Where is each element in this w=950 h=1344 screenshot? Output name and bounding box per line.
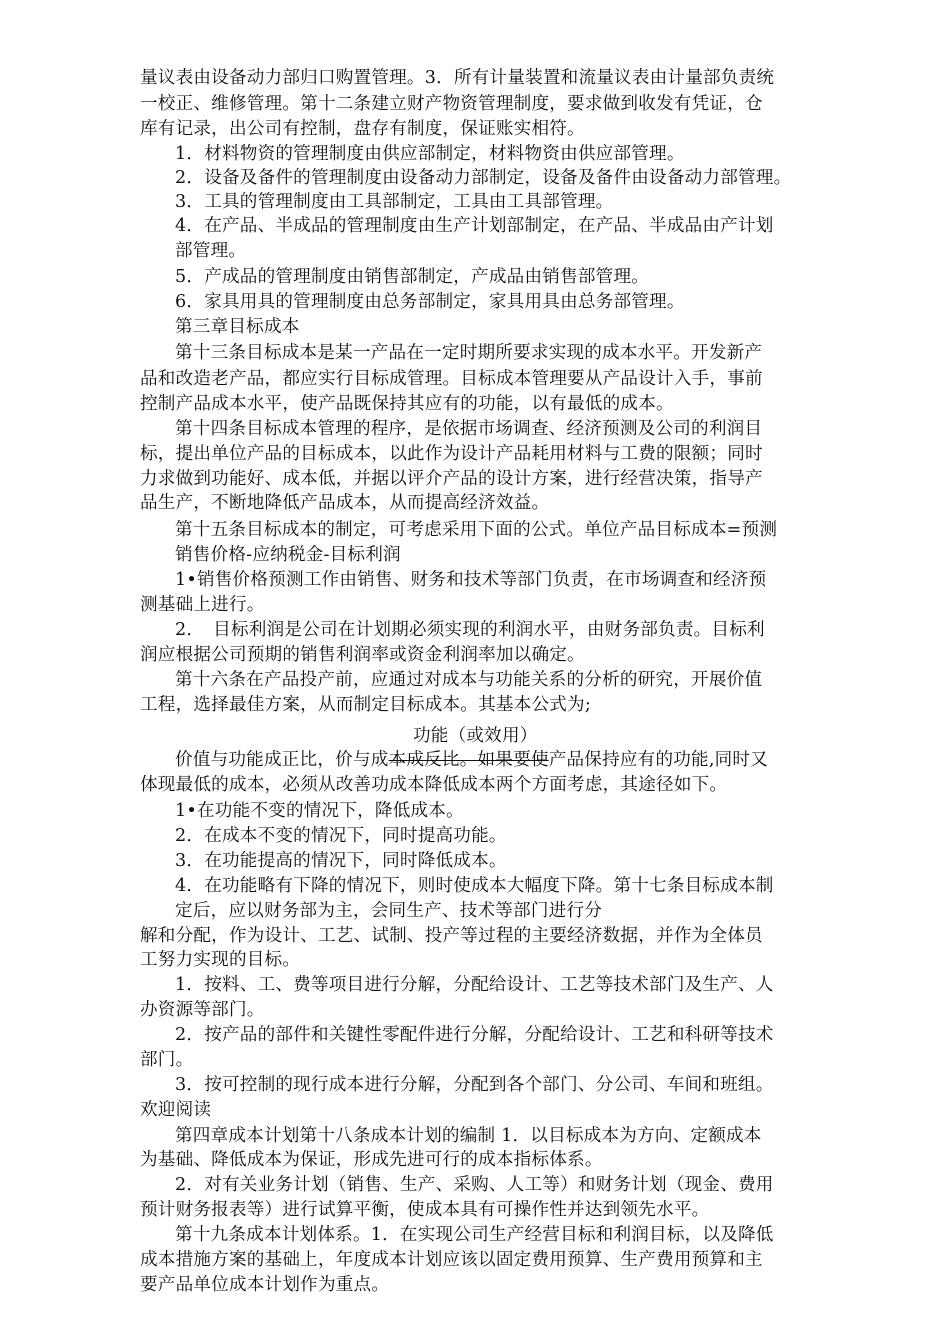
list-item: 1•在功能不变的情况下，降低成本。 — [175, 801, 464, 821]
text-line: 工努力实现的目标。 — [140, 950, 301, 970]
list-item: 5．产成品的管理制度由销售部制定，产成品由销售部管理。 — [175, 267, 650, 287]
text-line: 第十四条目标成本管理的程序，是依据市场调查、经济预测及公司的利润目 — [175, 419, 763, 439]
text-line: 力求做到功能好、成本低，并据以评介产品的设计方案，进行经营决策，指导产 — [140, 469, 763, 489]
list-item: 4．在产品、半成品的管理制度由生产计划部制定，在产品、半成品由产计划 — [175, 216, 774, 236]
list-item: 2． 目标利润是公司在计划期必须实现的利润水平，由财务部负责。目标利 — [175, 620, 765, 640]
text-line: 为基础、降低成本为保证，形成先进可行的成本指标体系。 — [140, 1150, 603, 1170]
list-item: 2．设备及备件的管理制度由设备动力部制定，设备及备件由设备动力部管理。 — [175, 168, 792, 188]
text-line: 测基础上进行。 — [140, 595, 265, 615]
list-item: 3．按可控制的现行成本进行分解，分配到各个部门、分公司、车间和班组。 — [175, 1075, 774, 1095]
text-line: 要产品单位成本计划作为重点。 — [140, 1275, 390, 1295]
text-line: 第四章成本计划第十八条成本计划的编制 1．以目标成本为方向、定额成本 — [175, 1126, 762, 1146]
struck-text: 本成反比。如果要使 — [388, 750, 549, 770]
text-line: 品和改造老产品，都应实行目标成管理。目标成本管理要从产品设计入手，事前 — [140, 369, 763, 389]
chapter-heading: 第三章目标成本 — [175, 317, 300, 337]
text-line: 部门。 — [140, 1050, 194, 1070]
text-line — [175, 747, 768, 773]
text-line: 第十五条目标成本的制定，可考虑采用下面的公式。单位产品目标成本=预测 — [175, 520, 778, 540]
footer-note: 欢迎阅读 — [140, 1100, 212, 1120]
text-span: 价值与功能成正比，价与成 — [175, 750, 389, 770]
text-line: 工程，选择最佳方案，从而制定目标成本。其基本公式为; — [140, 695, 591, 715]
text-line: 润应根据公司预期的销售利润率或资金利润率加以确定。 — [140, 645, 585, 665]
text-line: 标，提出单位产品的目标成本，以此作为设计产品耗用材料与工费的限额；同时 — [140, 444, 763, 464]
list-item: 4．在功能略有下降的情况下，则时使成本大幅度下降。第十七条目标成本制 — [175, 876, 774, 896]
list-item: 2．按产品的部件和关键性零配件进行分解，分配给设计、工艺和科研等技术 — [175, 1025, 774, 1045]
list-item: 1．材料物资的管理制度由供应部制定，材料物资由供应部管理。 — [175, 144, 685, 164]
text-span: 产品保持应有的功能,同时又 — [548, 750, 769, 770]
list-item: 3．工具的管理制度由工具部制定，工具由工具部管理。 — [175, 192, 614, 212]
text-line: 第十九条成本计划体系。1．在实现公司生产经营目标和利润目标，以及降低 — [175, 1225, 774, 1245]
text-line: 部管理。 — [175, 241, 247, 261]
text-line: 控制产品成本水平，使产品既保持其应有的功能，以有最低的成本。 — [140, 394, 674, 414]
formula-caption: 功能（或效用） — [413, 726, 538, 746]
list-item: 3．在功能提高的情况下，同时降低成本。 — [175, 851, 507, 871]
text-line: 品生产，不断地降低产品成本，从而提高经济效益。 — [140, 493, 550, 513]
list-item: 1．按料、工、费等项目进行分解，分配给设计、工艺等技术部门及生产、人 — [175, 975, 774, 995]
text-line: 办资源等部门。 — [140, 1000, 265, 1020]
text-line: 成本措施方案的基础上，年度成本计划应该以固定费用预算、生产费用预算和主 — [140, 1250, 763, 1270]
list-item: 2．对有关业务计划（销售、生产、采购、人工等）和财务计划（现金、费用 — [175, 1175, 774, 1195]
text-line: 量议表由设备动力部归口购置管理。3．所有计量装置和流量议表由计量部负责统 — [140, 68, 775, 88]
text-line: 第十三条目标成本是某一产品在一定时期所要求实现的成本水平。开发新产 — [175, 343, 763, 363]
text-line: 解和分配，作为设计、工艺、试制、投产等过程的主要经济数据，并作为全体员 — [140, 926, 763, 946]
text-line: 第十六条在产品投产前，应通过对成本与功能关系的分析的研究，开展价值 — [175, 670, 763, 690]
text-line: 定后，应以财务部为主，会同生产、技术等部门进行分 — [175, 901, 603, 921]
list-item: 2．在成本不变的情况下，同时提高功能。 — [175, 826, 507, 846]
text-line: 销售价格-应纳税金-目标利润 — [175, 545, 401, 565]
list-item: 6．家具用具的管理制度由总务部制定，家具用具由总务部管理。 — [175, 292, 685, 312]
text-line: 预计财务报表等）进行试算平衡，使成本具有可操作性并达到领先水平。 — [140, 1200, 710, 1220]
text-line: 库有记录，出公司有控制，盘存有制度，保证账实相符。 — [140, 119, 585, 139]
text-line: 体现最低的成本，必须从改善功成本降低成本两个方面考虑，其途径如下。 — [140, 775, 728, 795]
list-item: 1•销售价格预测工作由销售、财务和技术等部门负责，在市场调查和经济预 — [175, 570, 767, 590]
text-line: 一校正、维修管理。第十二条建立财产物资管理制度，要求做到收发有凭证，仓 — [140, 94, 763, 114]
